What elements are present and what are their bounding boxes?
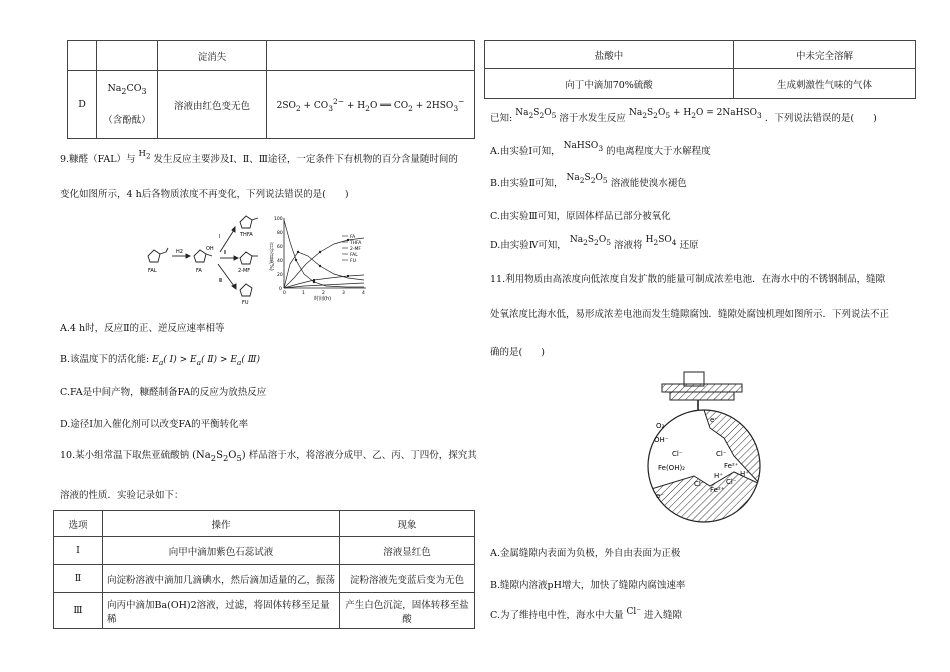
chart-xlabel: 时间(h) [314, 296, 332, 302]
q9-option-b-text: B.该温度下的活化能: [60, 354, 150, 365]
reagent-cell [97, 71, 158, 139]
legend-mf: 2-MF [350, 247, 361, 252]
na2s2o5-formula: $Na_2S_2O_5$ [566, 173, 608, 185]
q9-line2: 变化如图所示，4 h后各物质浓度不再变化，下列说法错误的是( ) [60, 189, 349, 200]
corrosion-diagram [634, 366, 770, 528]
option-d-cell: D [68, 71, 97, 139]
header-phenomenon: 现象 [340, 511, 475, 537]
mf-curve [284, 275, 364, 288]
activation-energy-expr: $E_a$( Ⅰ) > $E_a$( Ⅱ) > $E_a$( Ⅲ) [152, 355, 260, 367]
o2-label: O₂ [656, 422, 665, 430]
reagent-formula: $Na_2CO_3$ [107, 83, 147, 96]
header-option: 选项 [54, 511, 103, 537]
opt-text: 溶液能使溴水褪色 [610, 178, 687, 189]
content-chart [268, 212, 372, 302]
row3-option: Ⅲ [54, 593, 103, 629]
q9-option-b [60, 351, 260, 367]
opt-text: A.由实验Ⅰ可知， [490, 146, 561, 157]
mf-label: 2-MF [238, 268, 251, 274]
q11-option-b: B.缝隙内溶液pH增大，加快了缝隙内腐蚀速率 [490, 580, 686, 591]
xtick: 3 [342, 291, 345, 296]
opt-text: B.由实验Ⅱ可知， [490, 178, 564, 189]
thfa-label: THFA [240, 232, 253, 238]
legend-thfa: THFA [350, 241, 362, 246]
xtick: 1 [302, 291, 305, 296]
chart-ylabel: 百分含量(%) [268, 242, 274, 271]
known-text: 已知: [490, 113, 513, 124]
q10-text: 样品溶于水，将溶液分成甲、乙、丙、丁四份，探究其 [248, 450, 477, 461]
ytick: 40 [277, 259, 283, 264]
ytick: 20 [277, 273, 283, 278]
q10-option-c: C.由实验Ⅲ可知，原固体样品已部分被氧化 [490, 211, 671, 222]
q11-line2: 处氧浓度比海水低，易形成浓差电池而发生缝隙腐蚀．缝隙处腐蚀机理如图所示．下列说法不正 [490, 309, 890, 320]
route-1-label: Ⅰ [219, 234, 221, 240]
q9-option-c: C.FA是中间产物，糠醛制备FA的反应为放热反应 [60, 387, 267, 398]
opt-text: 还原 [679, 240, 699, 251]
q9-option-d: D.途径Ⅰ加入催化剂可以改变FA的平衡转化率 [60, 419, 249, 430]
legend-fu: FU [350, 259, 356, 264]
q11-line3: 确的是( ) [490, 347, 545, 358]
q9-line1 [60, 151, 458, 167]
oh-label: OH [206, 246, 214, 252]
q10-line2: 溶液的性质．实验记录如下： [60, 490, 184, 501]
cell [267, 41, 475, 71]
row3-phenomenon: 产生白色沉淀，固体转移至盐酸 [340, 593, 475, 629]
row2-operation: 向淀粉溶液中滴加几滴碘水，然后滴加适量的乙，振荡 [103, 565, 340, 593]
known-text: 溶于水发生反应 [559, 113, 626, 124]
right-row1-c2: 中未完全溶解 [734, 41, 916, 69]
known-equation: $Na_2S_2O_5 + H_2O$ = 2NaHSO$_3$ [628, 108, 762, 120]
q10-line1 [60, 447, 477, 463]
q9-text: 9.糠醛（FAL）与 [60, 154, 136, 165]
known-line [490, 110, 877, 126]
cell [97, 41, 158, 71]
phenomenon-cell: 溶液由红色变无色 [158, 71, 267, 139]
row1-phenomenon: 溶液显红色 [340, 537, 475, 565]
reagent-note: （含酚酞） [103, 114, 151, 126]
cl-label: Cl⁻ [672, 450, 683, 458]
q9-text: 发生反应主要涉及Ⅰ、Ⅱ、Ⅲ途径，一定条件下有机物的百分含量随时间的 [153, 154, 458, 165]
h2so4-formula: $H_2SO_4$ [645, 235, 677, 247]
row2-option: Ⅱ [54, 565, 103, 593]
ytick: 60 [277, 245, 283, 250]
ytick: 80 [277, 231, 283, 236]
xtick: 2 [322, 291, 325, 296]
q10-table [53, 510, 475, 629]
cell [68, 41, 97, 71]
na2s2o5-formula: $Na_2S_2O_5$ [569, 235, 611, 247]
cl-ion: Cl⁻ [626, 607, 641, 617]
q10-option-d [490, 237, 699, 253]
h2-formula: $H_2$ [138, 149, 151, 161]
row2-phenomenon: 淀粉溶液先变蓝后变为无色 [340, 565, 475, 593]
opt-text: D.由实验Ⅳ可知， [490, 240, 567, 251]
electron-label-2: e⁻ [656, 492, 665, 500]
fal-label: FAL [148, 268, 157, 274]
xtick: 4 [362, 291, 365, 296]
h2-label: H2 [176, 249, 183, 255]
opt-text: 溶液将 [614, 240, 643, 251]
q11-option-c [490, 607, 682, 621]
electron-label: e⁻ [710, 416, 719, 424]
right-top-table [484, 40, 916, 99]
left-top-table [67, 40, 475, 139]
q10-text: 10.某小组常温下取焦亚硫酸钠 [60, 450, 190, 461]
known-text: ．下列说法错误的是( ) [764, 113, 877, 124]
feoh-label: Fe(OH)₂ [658, 464, 685, 472]
q9-option-a: A.4 h时，反应Ⅱ的正、逆反应速率相等 [60, 323, 225, 334]
row1-operation: 向甲中滴加紫色石蕊试液 [103, 537, 340, 565]
row1-option: Ⅰ [54, 537, 103, 565]
na2s2o5-formula: $(Na_2S_2O_5)$ [192, 450, 246, 463]
known-formula: $Na_2S_2O_5$ [515, 108, 557, 120]
q11-option-a: A.金属缝隙内表面为负极，外自由表面为正极 [490, 548, 681, 559]
opt-text: 的电离程度大于水解程度 [606, 146, 711, 157]
cl-label-3: Cl⁻ [726, 478, 737, 486]
fa-label: FA [196, 268, 202, 274]
right-row2-c2: 生成刺激性气味的气体 [734, 69, 916, 99]
row3-operation: 向丙中滴加Ba(OH)2溶液，过滤，将固体转移至足量稀 [103, 593, 340, 629]
oh-label: OH⁻ [654, 436, 669, 444]
right-row2-c1: 向丁中滴加70%硫酸 [485, 69, 734, 99]
route-2-label: Ⅱ [224, 250, 227, 256]
opt-text: C.为了维持电中性，海水中大量 [490, 610, 624, 621]
q11-line1: 11.利用物质由高浓度向低浓度自发扩散的能量可制成浓差电池．在海水中的不锈钢制品，缝隙 [490, 274, 886, 285]
reaction-scheme [140, 208, 270, 306]
cell: 淀消失 [158, 41, 267, 71]
q10-option-a [490, 143, 711, 159]
xtick: 0 [283, 291, 286, 296]
ytick: 100 [274, 217, 283, 222]
h-label-2: H⁺ [714, 472, 723, 480]
route-3-label: Ⅲ [219, 278, 223, 284]
right-row1-c1: 盐酸中 [485, 41, 734, 69]
fe2-label-2: Fe²⁺ [710, 486, 725, 494]
fu-label: FU [242, 300, 249, 306]
header-operation: 操作 [103, 511, 340, 537]
fe2-label: Fe²⁺ [724, 462, 739, 470]
h-label: H⁺ [740, 470, 749, 478]
nahso3-formula: NaHSO$_3$ [563, 141, 604, 153]
legend-fa: FA [350, 235, 356, 240]
equation-cell: $2SO_2 + CO_3^{2-} + H_2O$ ══ $CO_2 + 2HSO_3^-$ [267, 71, 475, 139]
cl-label-2: Cl⁻ [716, 450, 727, 458]
cl-label-4: Cl⁻ [694, 480, 705, 488]
q10-option-b [490, 175, 687, 191]
legend-fal: FAL [350, 253, 358, 258]
ytick: 0 [279, 287, 282, 292]
opt-text: 进入缝隙 [644, 610, 683, 621]
